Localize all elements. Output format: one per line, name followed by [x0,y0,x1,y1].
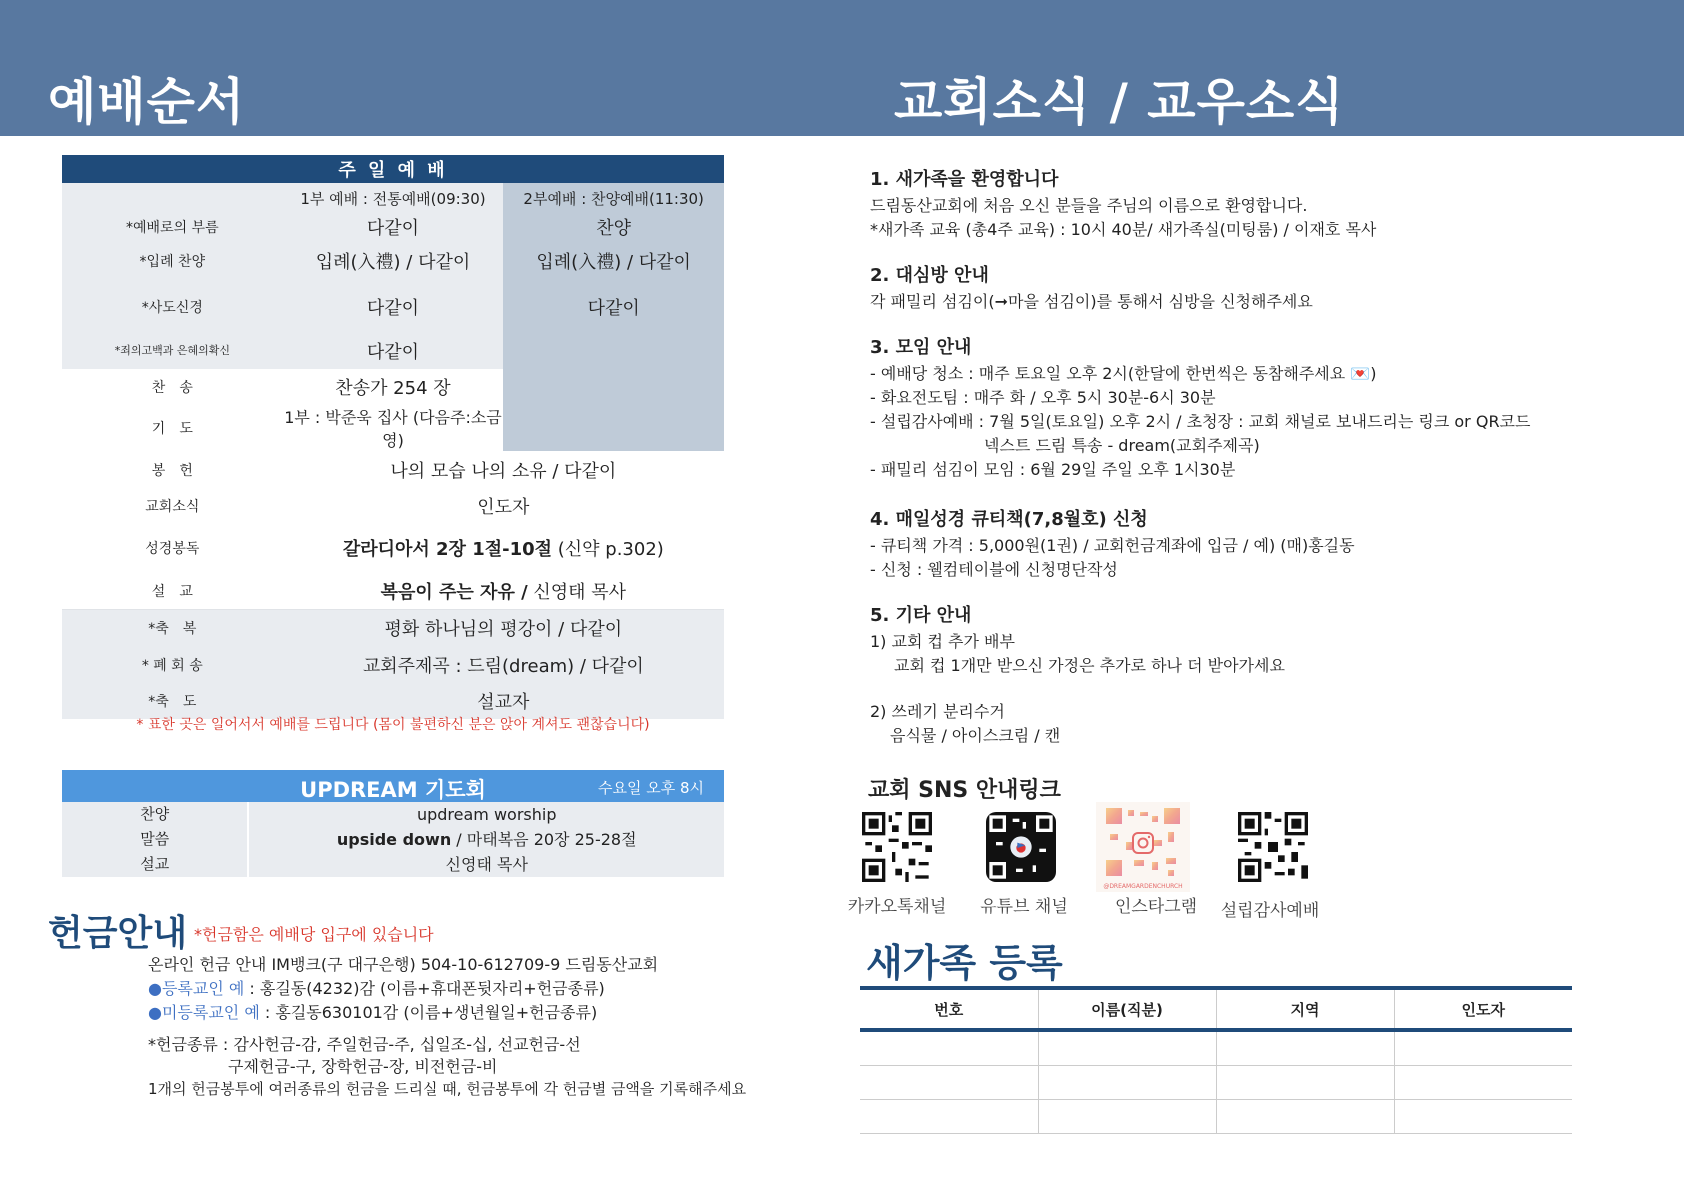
table-row [860,1100,1572,1134]
sermon-title: 복음이 주는 자유 / [380,581,528,603]
updream-prayer-section [62,770,724,877]
service2-empty-cell [503,369,724,405]
kakao-qr-code[interactable] [862,812,932,882]
updream-row-value [247,827,724,852]
news-line: 드림동산교회에 처음 오신 분들을 주님의 이름으로 환영합니다. [870,196,1308,215]
service1-cell: 입례(入禮) / 다같이 [283,241,504,281]
news-heading: 4. 매일성경 큐티책(7,8월호) 신청 [870,509,1148,530]
registered-label: ●등록교인 예 [148,979,245,998]
standing-note: * 표한 곳은 일어서서 예배를 드립니다 (몸이 불편하신 분은 앉아 계셔도 괜찮습니다) [136,717,650,733]
updream-time: 수요일 오후 8시 [597,779,704,797]
updream-row-label: 설교 [62,852,247,877]
updream-message-title: upside down [336,830,452,849]
table-row [860,1066,1572,1100]
updream-message-passage: / 마태복음 20장 25-28절 [451,830,637,849]
service2-empty-cell [503,333,724,369]
blank-cell[interactable] [1038,1066,1216,1100]
service2-header: 2부예배 : 찬양예배(11:30) [503,183,724,213]
row-label: 교회소식 [62,489,283,523]
row-label: 설 교 [62,573,283,609]
service1-header: 1부 예배 : 전통예배(09:30) [283,183,504,213]
service1-cell: 다같이 [283,333,504,369]
news-line: 1) 교회 컵 추가 배부 [870,632,1015,651]
row-label: *사도신경 [62,281,283,333]
youtube-channel-label: 유튜브 채널 [980,897,1068,917]
new-family-table [860,986,1572,1134]
news-line: - 예배당 청소 : 매주 토요일 오후 2시(한달에 한번씩은 동참해주세요 💌) [870,364,1377,383]
top-header-bar [0,0,1684,136]
sns-title: 교회 SNS 안내링크 [868,778,1061,803]
combined-cell: 나의 모습 나의 소유 / 다같이 [283,451,724,489]
updream-row [62,827,724,852]
news-line: 각 패밀리 섬김이(➞마을 섬김이)를 통해서 심방을 신청해주세요 [870,292,1313,311]
row-label: 봉 헌 [62,451,283,489]
service2-cell: 다같이 [503,281,724,333]
updream-header [62,770,724,802]
blank-cell[interactable] [1394,1066,1572,1100]
blank-cell[interactable] [860,1066,1038,1100]
row-label: 찬 송 [62,369,283,405]
combined-cell: 인도자 [283,489,724,523]
news-line: - 화요전도팀 : 매주 화 / 오후 5시 30분-6시 30분 [870,388,1216,407]
instagram-qr-code[interactable] [1096,802,1190,892]
registered-value: : 홍길동(4232)감 (이름+휴대폰뒷자리+헌금종류) [244,979,605,998]
col-number: 번호 [860,988,1038,1030]
col-name: 이름(직분) [1038,988,1216,1030]
combined-cell: 평화 하나님의 평강이 / 다같이 [283,609,724,647]
news-section-2 [870,264,1313,314]
news-line: - 설립감사예배 : 7월 5일(토요일) 오후 2시 / 초청장 : 교회 채널로 보내드리는 링크 or QR코드 [870,412,1531,431]
news-line: 교회 컵 1개만 받으신 가정은 추가로 하나 더 받아가세요 [894,656,1285,675]
blank-cell[interactable] [1038,1100,1216,1134]
table-row [860,1030,1572,1066]
anniversary-label: 설립감사예배 [1220,901,1320,921]
blank-cell[interactable] [1216,1100,1394,1134]
news-line: - 패밀리 섬김이 모임 : 6월 29일 주일 오후 1시30분 [870,460,1236,479]
service2-cell: 입례(入禮) / 다같이 [503,241,724,281]
offering-tip: 1개의 헌금봉투에 여러종류의 헌금을 드리실 때, 헌금봉투에 각 헌금별 금액을 기록해주세요 [148,1080,747,1098]
combined-cell: 교회주제곡 : 드림(dream) / 다같이 [283,647,724,683]
unregistered-example [148,1000,597,1023]
updream-row-value: 신영태 목사 [247,852,724,877]
news-line: 넥스트 드림 특송 - dream(교회주제곡) [984,436,1260,455]
news-line: *새가족 교육 (총4주 교육) : 10시 40분/ 새가족실(미팅룸) / 이재호 목사 [870,220,1377,239]
blank-cell[interactable] [1216,1030,1394,1066]
row-label: *축 복 [62,609,283,647]
news-line: 음식물 / 아이스크림 / 캔 [890,726,1061,745]
updream-title: UPDREAM 기도회 [300,778,486,802]
new-family-title: 새가족 등록 [866,941,1063,985]
unregistered-label: ●미등록교인 예 [148,1003,260,1022]
service1-cell: 다같이 [283,281,504,333]
service2-empty-cell [503,405,724,451]
row-label: *입례 찬양 [62,241,283,281]
updream-row [62,852,724,877]
news-heading: 5. 기타 안내 [870,605,972,626]
blank-cell[interactable] [860,1030,1038,1066]
anniversary-qr-code[interactable] [1238,812,1308,882]
news-section-4 [870,508,1355,582]
kakao-channel-label: 카카오톡채널 [847,897,947,917]
church-news-title: 교회소식 / 교우소식 [894,73,1345,131]
row-label: 성경봉독 [62,523,283,573]
updream-row-label: 찬양 [62,802,247,827]
row-label: *예배로의 부름 [62,213,283,241]
service1-cell: 찬송가 254 장 [283,369,504,405]
unregistered-value: : 홍길동630101감 (이름+생년월일+헌금종류) [259,1003,598,1022]
updream-row-label: 말씀 [62,827,247,852]
bible-reading-cell [283,523,724,573]
combined-cell: 설교자 [283,683,724,719]
offering-box-note: *헌금함은 예배당 입구에 있습니다 [194,925,434,944]
row-label: 기 도 [62,405,283,451]
sunday-worship-table [62,155,724,719]
updream-row [62,802,724,827]
service1-cell: 1부 : 박준욱 집사 (다음주:소금영) [283,405,504,451]
sermon-cell [283,573,724,609]
news-section-1 [870,168,1376,242]
blank-cell[interactable] [860,1100,1038,1134]
bible-page: (신약 p.302) [552,539,664,560]
offering-title: 헌금안내 [48,913,188,954]
news-section-3 [870,336,1530,482]
news-line: 2) 쓰레기 분리수거 [870,702,1005,721]
registered-example [148,976,605,999]
blank-cell[interactable] [1216,1066,1394,1100]
news-line: - 신청 : 웰컴테이블에 신청명단작성 [870,560,1118,579]
blank-cell[interactable] [1394,1100,1572,1134]
news-heading: 3. 모임 안내 [870,337,972,358]
blank-cell [62,183,283,213]
instagram-handle: @DREAMGARDENCHURCH [1103,883,1183,890]
offering-types-cont: 구제헌금-구, 장학헌금-장, 비전헌금-비 [228,1057,498,1076]
sunday-worship-caption: 주 일 예 배 [62,155,724,183]
offering-types: *헌금종류 : 감사헌금-감, 주일헌금-주, 십일조-십, 선교헌금-선 [148,1035,581,1054]
col-leader: 인도자 [1394,988,1572,1030]
youtube-qr-code[interactable] [986,812,1056,882]
news-heading: 1. 새가족을 환영합니다 [870,169,1059,190]
service2-cell: 찬양 [503,213,724,241]
blank-cell[interactable] [1394,1030,1572,1066]
row-label: *죄의고백과 은혜의확신 [62,333,283,369]
row-label: *축 도 [62,683,283,719]
instagram-label: 인스타그램 [1114,897,1198,917]
bible-passage: 갈라디아서 2장 1절-10절 [342,539,553,560]
col-region: 지역 [1216,988,1394,1030]
service1-cell: 다같이 [283,213,504,241]
sermon-preacher: 신영태 목사 [527,581,627,603]
blank-cell[interactable] [1038,1030,1216,1066]
news-line: - 큐티책 가격 : 5,000원(1권) / 교회헌금계좌에 입금 / 예) (매)홍길동 [870,536,1355,555]
worship-order-title: 예배순서 [48,73,246,131]
online-offering-info: 온라인 헌금 안내 IM뱅크(구 대구은행) 504-10-612709-9 드림동산교회 [148,955,659,974]
row-label: * 폐 회 송 [62,647,283,683]
updream-row-value: updream worship [247,802,724,827]
news-heading: 2. 대심방 안내 [870,265,989,286]
news-section-5 [870,604,1285,748]
